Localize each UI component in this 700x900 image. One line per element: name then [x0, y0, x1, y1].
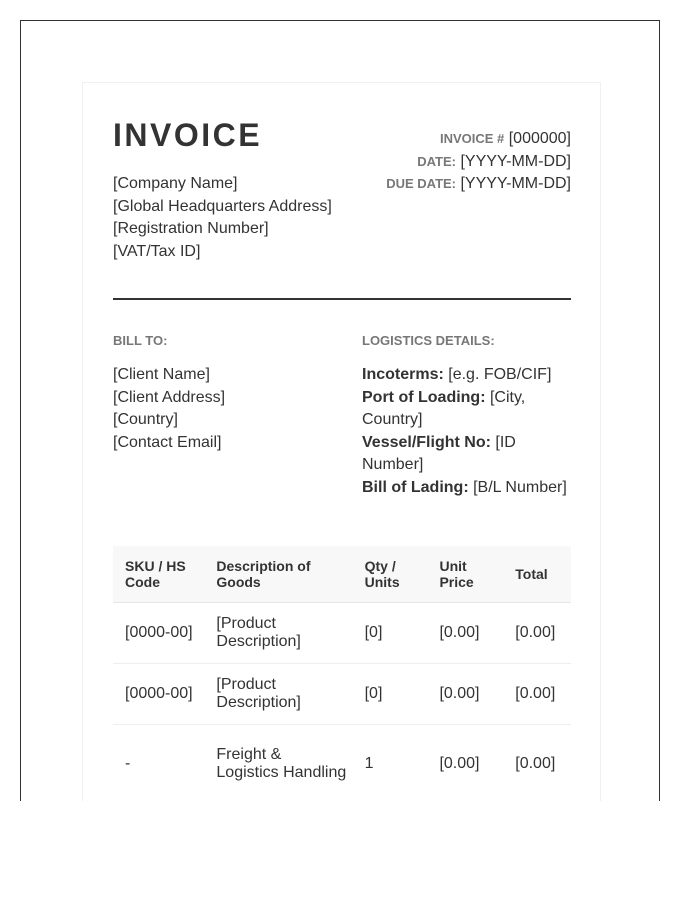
incoterms-line: [362, 364, 572, 387]
company-vat: [VAT/Tax ID]: [113, 242, 201, 260]
cell-unit-price: [0.00]: [427, 603, 503, 664]
incoterms-key: Incoterms:: [362, 366, 444, 383]
vessel-flight-key: Vessel/Flight No:: [362, 433, 491, 451]
invoice-date-label: DATE:: [417, 153, 457, 169]
company-name: [Company Name]: [113, 175, 238, 192]
invoice-date-value: [YYYY-MM-DD]: [460, 152, 571, 170]
incoterms-value: [e.g. FOB/CIF]: [448, 366, 552, 383]
table-row: [113, 603, 571, 664]
header-divider: [113, 298, 571, 300]
bill-to-label: BILL TO:: [113, 333, 168, 348]
cell-description: [Product Description]: [204, 664, 352, 725]
client-email: [Contact Email]: [113, 433, 222, 451]
cell-description: Freight & Logistics Handling: [216, 746, 347, 781]
table-row: [113, 664, 571, 725]
bill-to-details: [113, 364, 225, 454]
header-sku: SKU / HS Code: [113, 546, 204, 603]
cell-total: [0.00]: [503, 664, 571, 725]
header-description: Description of Goods: [204, 546, 352, 603]
cell-qty: [0]: [353, 603, 428, 664]
client-address: [Client Address]: [113, 388, 226, 406]
cell-unit-price: [0.00]: [439, 755, 480, 772]
company-address: [Global Headquarters Address]: [113, 197, 332, 215]
invoice-number-label: INVOICE #: [439, 131, 505, 146]
logistics-label: LOGISTICS DETAILS:: [362, 333, 495, 348]
cell-sku: [0000-00]: [113, 603, 204, 664]
due-date-value: [YYYY-MM-DD]: [460, 175, 571, 192]
table-row: [113, 725, 571, 802]
line-items-table: [113, 546, 571, 801]
client-country: [Country]: [113, 411, 178, 428]
invoice-sheet: [82, 82, 601, 801]
cell-total: [0.00]: [503, 603, 571, 664]
vessel-flight-line: [362, 432, 572, 477]
port-of-loading-value: [City, Country]: [362, 388, 526, 428]
header-total: Total: [503, 546, 571, 603]
vessel-flight-value: [ID Number]: [362, 433, 516, 473]
cell-qty: [0]: [353, 664, 428, 725]
header-unit-price: Unit Price: [427, 546, 503, 603]
port-of-loading-line: [362, 387, 572, 432]
invoice-date-row: [386, 151, 571, 174]
cell-total: [0.00]: [515, 755, 556, 772]
table-header-row: [113, 546, 571, 603]
port-of-loading-key: Port of Loading:: [362, 388, 486, 406]
company-info: [113, 173, 332, 263]
bill-of-lading-line: [362, 477, 572, 500]
page-frame: [20, 20, 660, 801]
bill-of-lading-key: Bill of Lading:: [362, 478, 469, 496]
bill-of-lading-value: [B/L Number]: [473, 478, 567, 496]
cell-unit-price: [0.00]: [427, 664, 503, 725]
client-name: [Client Name]: [113, 366, 210, 383]
invoice-number-value: [000000]: [508, 130, 571, 147]
cell-sku: -: [125, 755, 131, 772]
cell-sku: [0000-00]: [113, 664, 204, 725]
invoice-title: INVOICE: [113, 117, 263, 153]
due-date-row: [386, 173, 571, 196]
cell-description: [Product Description]: [204, 603, 352, 664]
header-qty: Qty / Units: [353, 546, 428, 603]
logistics-details: [362, 364, 572, 499]
invoice-meta: [386, 128, 571, 196]
cell-qty: 1: [364, 755, 374, 772]
invoice-number-row: [386, 128, 571, 151]
company-registration: [Registration Number]: [113, 220, 269, 237]
due-date-label: DUE DATE:: [386, 176, 457, 191]
